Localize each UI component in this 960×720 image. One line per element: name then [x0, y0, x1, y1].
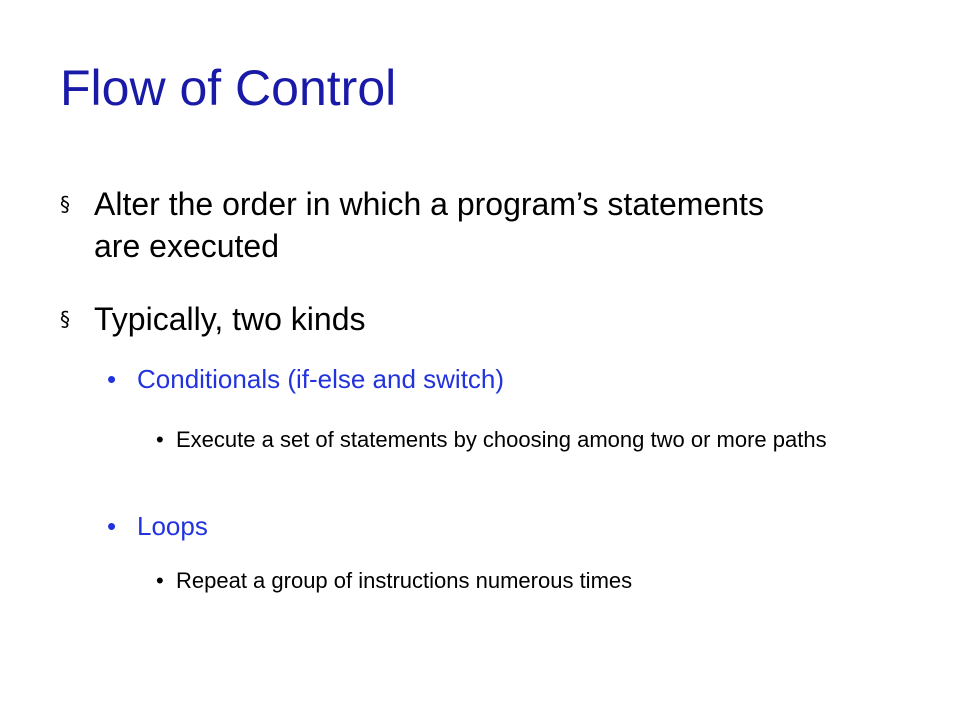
bullet-two-kinds: [60, 298, 814, 340]
bullet-alter-order: [60, 183, 814, 267]
slide-title: Flow of Control: [60, 60, 397, 116]
sub-bullet-conditionals: [107, 362, 505, 396]
bullet-text: Alter the order in which a program’s statements are executed: [94, 186, 764, 264]
sub-bullet-text: Loops: [137, 511, 208, 541]
square-bullet-icon: §: [60, 192, 70, 216]
bullet-text: Typically, two kinds: [94, 301, 366, 337]
dot-bullet-icon: •: [107, 511, 117, 541]
sub-sub-bullet-text: Repeat a group of instructions numerous times: [176, 568, 633, 593]
dot-bullet-icon: •: [107, 364, 117, 394]
sub-bullet-text: Conditionals (if-else and switch): [137, 364, 505, 394]
sub-bullet-loops: [107, 509, 208, 543]
sub-sub-bullet-execute: [156, 424, 876, 455]
square-bullet-icon: §: [60, 307, 70, 331]
sub-sub-bullet-text: Execute a set of statements by choosing among two or more paths: [176, 427, 827, 452]
dot-bullet-icon: •: [156, 427, 164, 452]
sub-sub-bullet-repeat: [156, 565, 876, 596]
dot-bullet-icon: •: [156, 568, 164, 593]
